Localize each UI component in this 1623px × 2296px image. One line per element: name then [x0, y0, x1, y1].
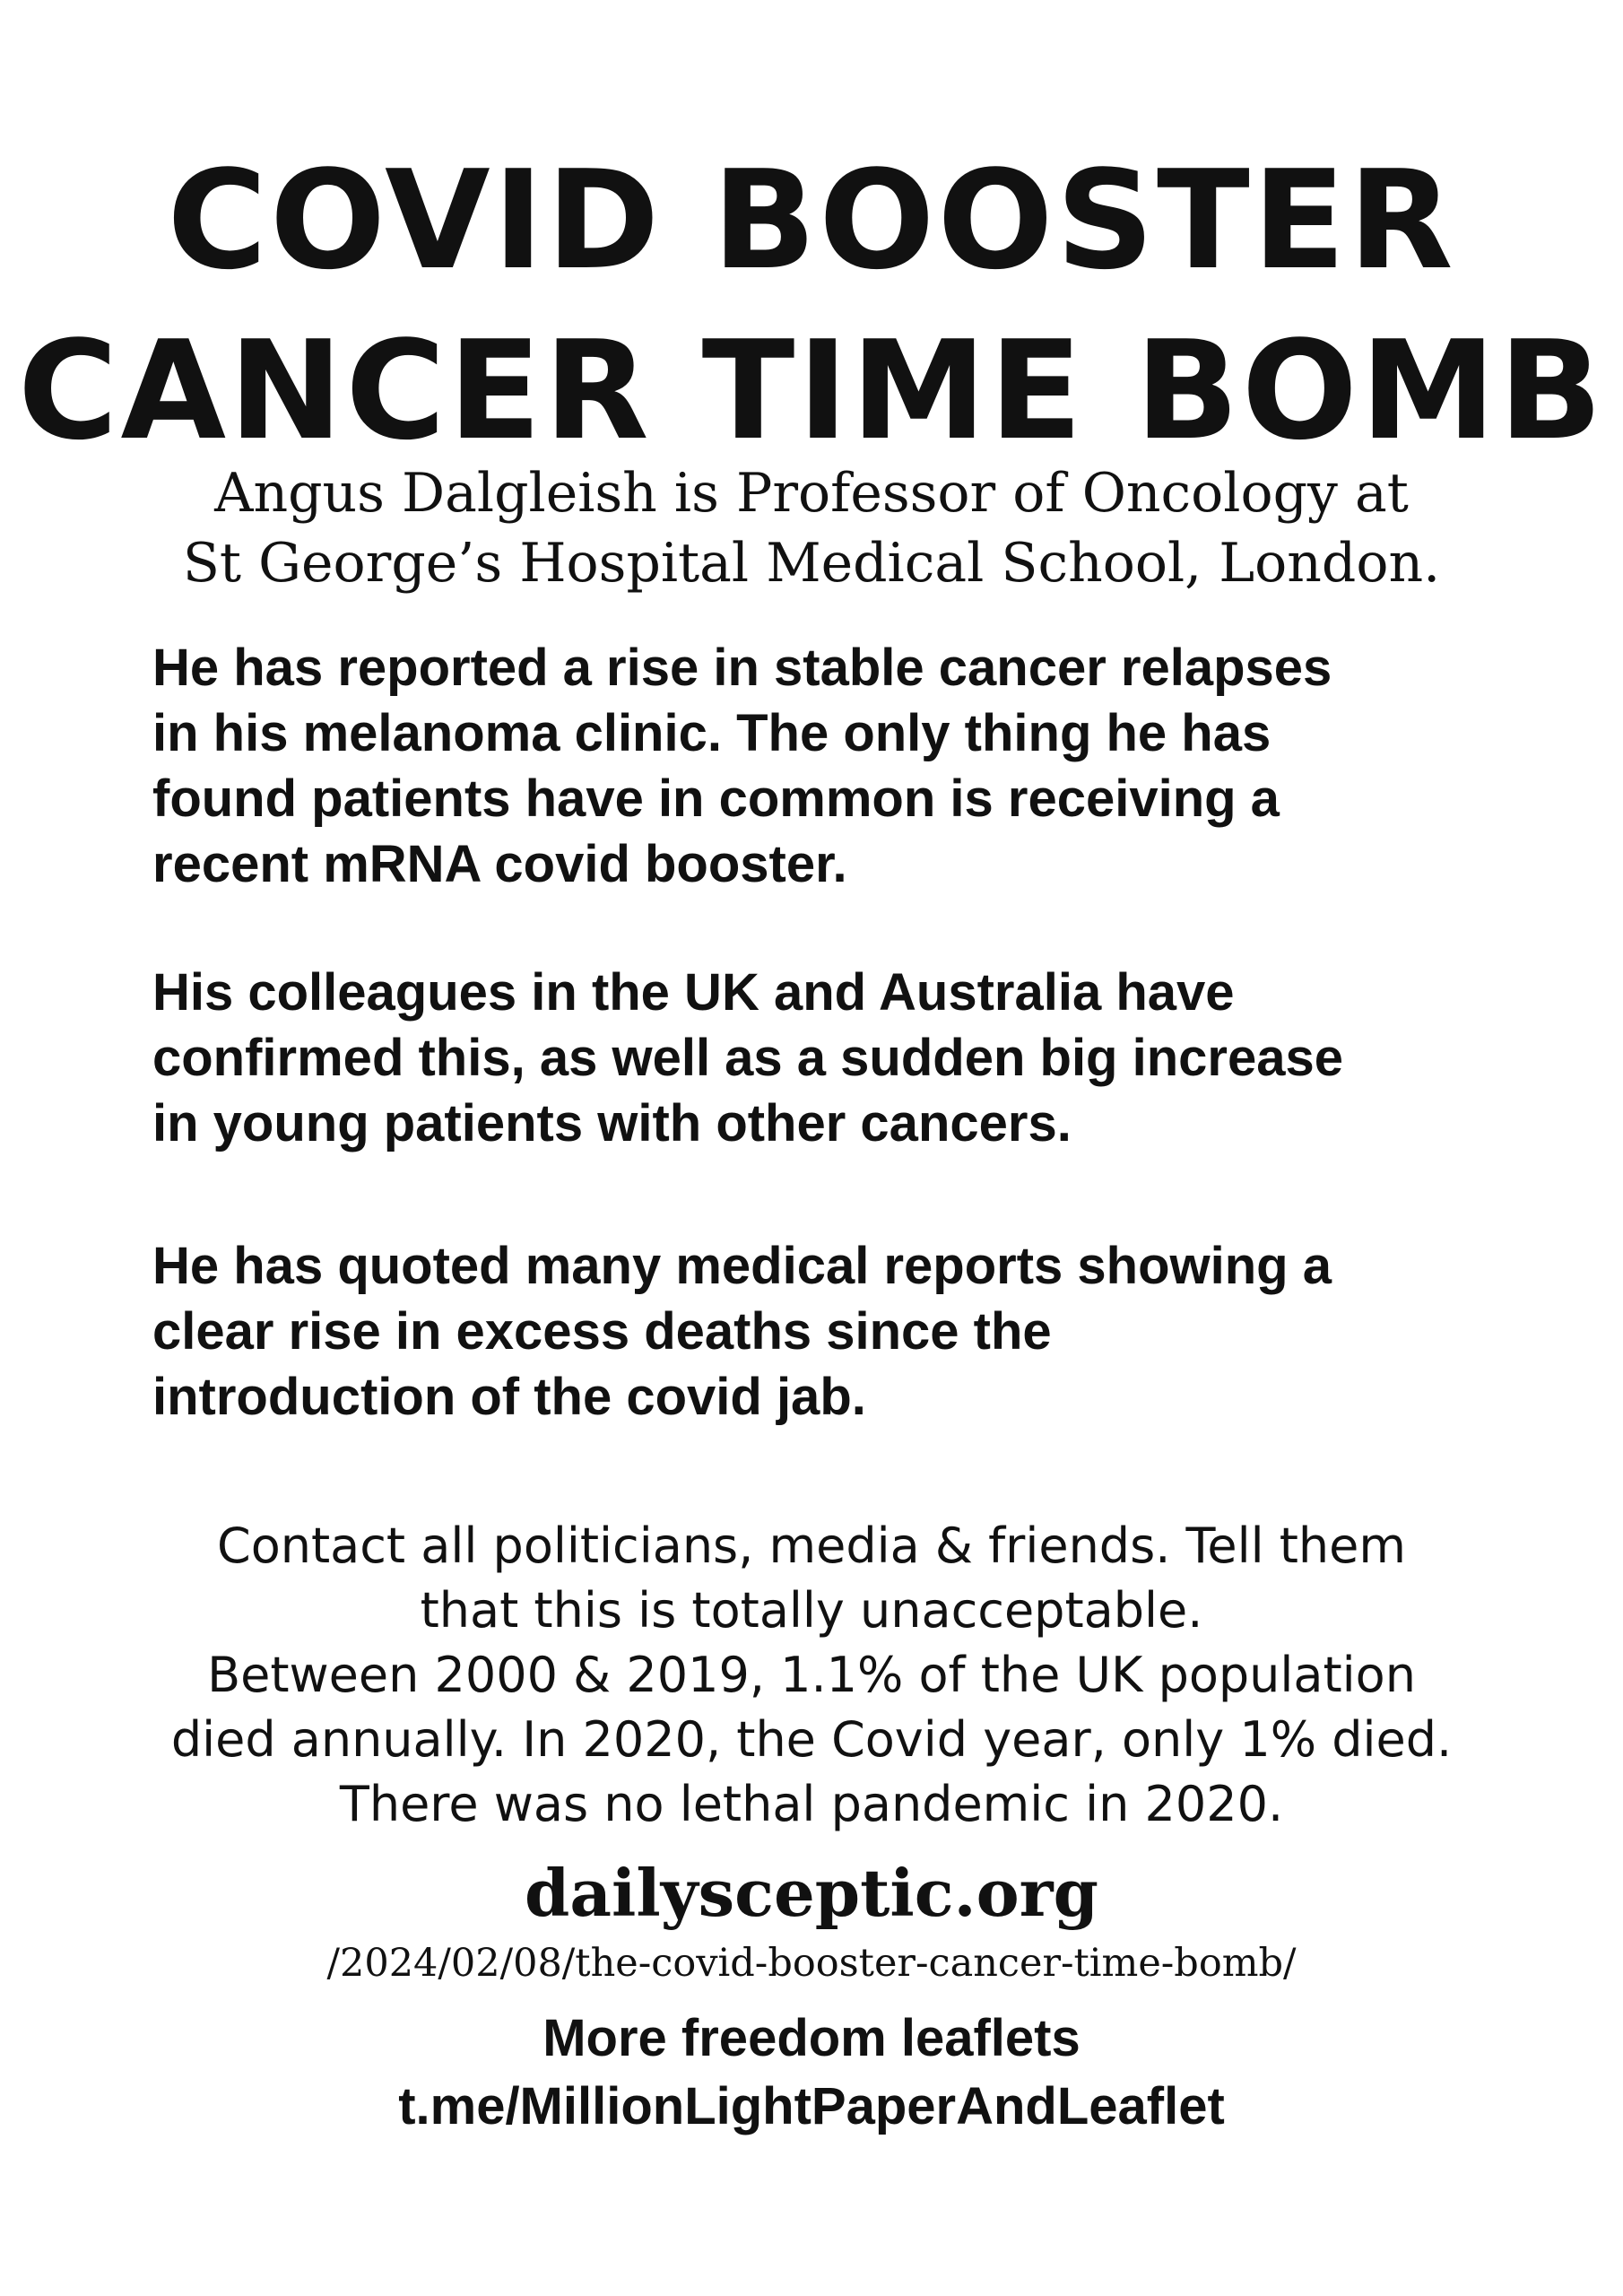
footer-telegram-link: t.me/MillionLightPaperAndLeaflet: [398, 2077, 1225, 2135]
source-path: /2024/02/08/the-covid-booster-cancer-time-bomb/: [326, 1941, 1297, 1986]
headline-line-1: COVID BOOSTER: [167, 141, 1456, 300]
paragraph-relapses: He has reported a rise in stable cancer relapses in his melanoma clinic. The only thing he has found patients have in common is receiving a recent mRNA covid booster.: [152, 639, 1332, 893]
paragraph-excess-deaths: He has quoted many medical reports showing a clear rise in excess deaths since the introduction of the covid jab.: [152, 1237, 1332, 1426]
intro-line-2: St George’s Hospital Medical School, London.: [182, 532, 1441, 595]
intro-line-1: Angus Dalgleish is Professor of Oncology at: [214, 462, 1409, 525]
headline-line-2: CANCER TIME BOMB: [17, 311, 1606, 470]
footer-more-leaflets: More freedom leaflets: [542, 2009, 1081, 2067]
paragraph-colleagues: His colleagues in the UK and Australia have confirmed this, as well as a sudden big increase in young patients with other cancers.: [152, 963, 1343, 1152]
source-site: dailysceptic.org: [525, 1855, 1098, 1931]
contact-call-to-action: Contact all politicians, media & friends. Tell them that this is totally unacceptable. Between 2000 & 2019, 1.1% of the UK population died annually. In 2020, the Covid year, only 1% died. There was no lethal pandemic in 2020.: [170, 1518, 1453, 1832]
